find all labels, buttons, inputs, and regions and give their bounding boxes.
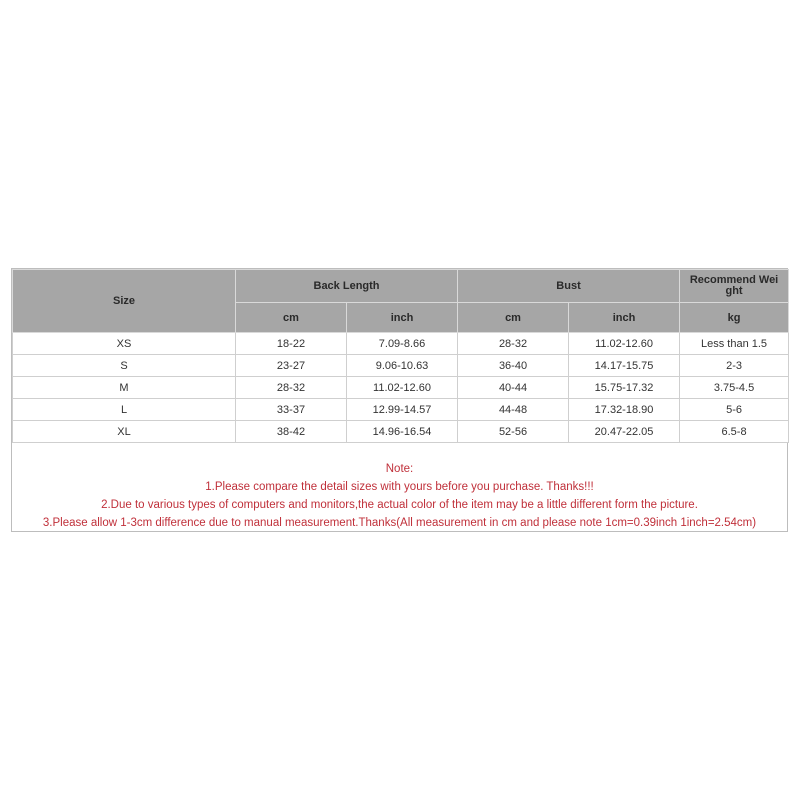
notes-section [12,443,787,532]
table-row [13,333,789,355]
weight-kg-cell: 6.5-8 [680,421,789,443]
note-line-2: 2.Due to various types of computers and monitors,the actual color of the item may be a little different form the picture. [101,499,698,511]
bust-cm-header: cm [458,303,569,333]
bust-inch-cell: 20.47-22.05 [569,421,680,443]
weight-kg-cell: 2-3 [680,355,789,377]
table-row [13,399,789,421]
bust-inch-cell: 15.75-17.32 [569,377,680,399]
weight-kg-cell: 5-6 [680,399,789,421]
bust-cm-cell: 44-48 [458,399,569,421]
back-inch-cell: 7.09-8.66 [347,333,458,355]
back-inch-header: inch [347,303,458,333]
back-cm-header: cm [236,303,347,333]
bust-inch-cell: 17.32-18.90 [569,399,680,421]
note-line-1: 1.Please compare the detail sizes with yours before you purchase. Thanks!!! [205,481,594,493]
weight-kg-cell: 3.75-4.5 [680,377,789,399]
header-row-top [13,270,789,303]
back-length-header: Back Length [236,270,458,303]
back-cm-cell: 33-37 [236,399,347,421]
back-inch-cell: 12.99-14.57 [347,399,458,421]
bust-inch-header: inch [569,303,680,333]
note-line-3: 3.Please allow 1-3cm difference due to manual measurement.Thanks(All measurement in cm and please note 1cm=0.39inch 1inch=2.54cm) [42,517,757,529]
size-cell: XS [13,333,236,355]
recommend-weight-line1: Recommend Wei [689,274,779,286]
size-table [12,269,789,443]
table-row [13,377,789,399]
back-cm-cell: 38-42 [236,421,347,443]
back-cm-cell: 23-27 [236,355,347,377]
recommend-weight-line2: ght [725,285,743,297]
back-inch-cell: 14.96-16.54 [347,421,458,443]
back-cm-cell: 18-22 [236,333,347,355]
bust-cm-cell: 36-40 [458,355,569,377]
bust-inch-cell: 14.17-15.75 [569,355,680,377]
size-cell: M [13,377,236,399]
size-cell: L [13,399,236,421]
size-chart [11,268,788,532]
size-header: Size [13,270,236,333]
weight-kg-header: kg [680,303,789,333]
recommend-weight-header [680,270,789,303]
back-cm-cell: 28-32 [236,377,347,399]
table-row [13,421,789,443]
back-inch-cell: 11.02-12.60 [347,377,458,399]
bust-cm-cell: 52-56 [458,421,569,443]
back-inch-cell: 9.06-10.63 [347,355,458,377]
bust-header: Bust [458,270,680,303]
size-cell: XL [13,421,236,443]
size-cell: S [13,355,236,377]
bust-inch-cell: 11.02-12.60 [569,333,680,355]
bust-cm-cell: 28-32 [458,333,569,355]
weight-kg-cell: Less than 1.5 [680,333,789,355]
bust-cm-cell: 40-44 [458,377,569,399]
table-row [13,355,789,377]
notes-title: Note: [385,463,414,475]
